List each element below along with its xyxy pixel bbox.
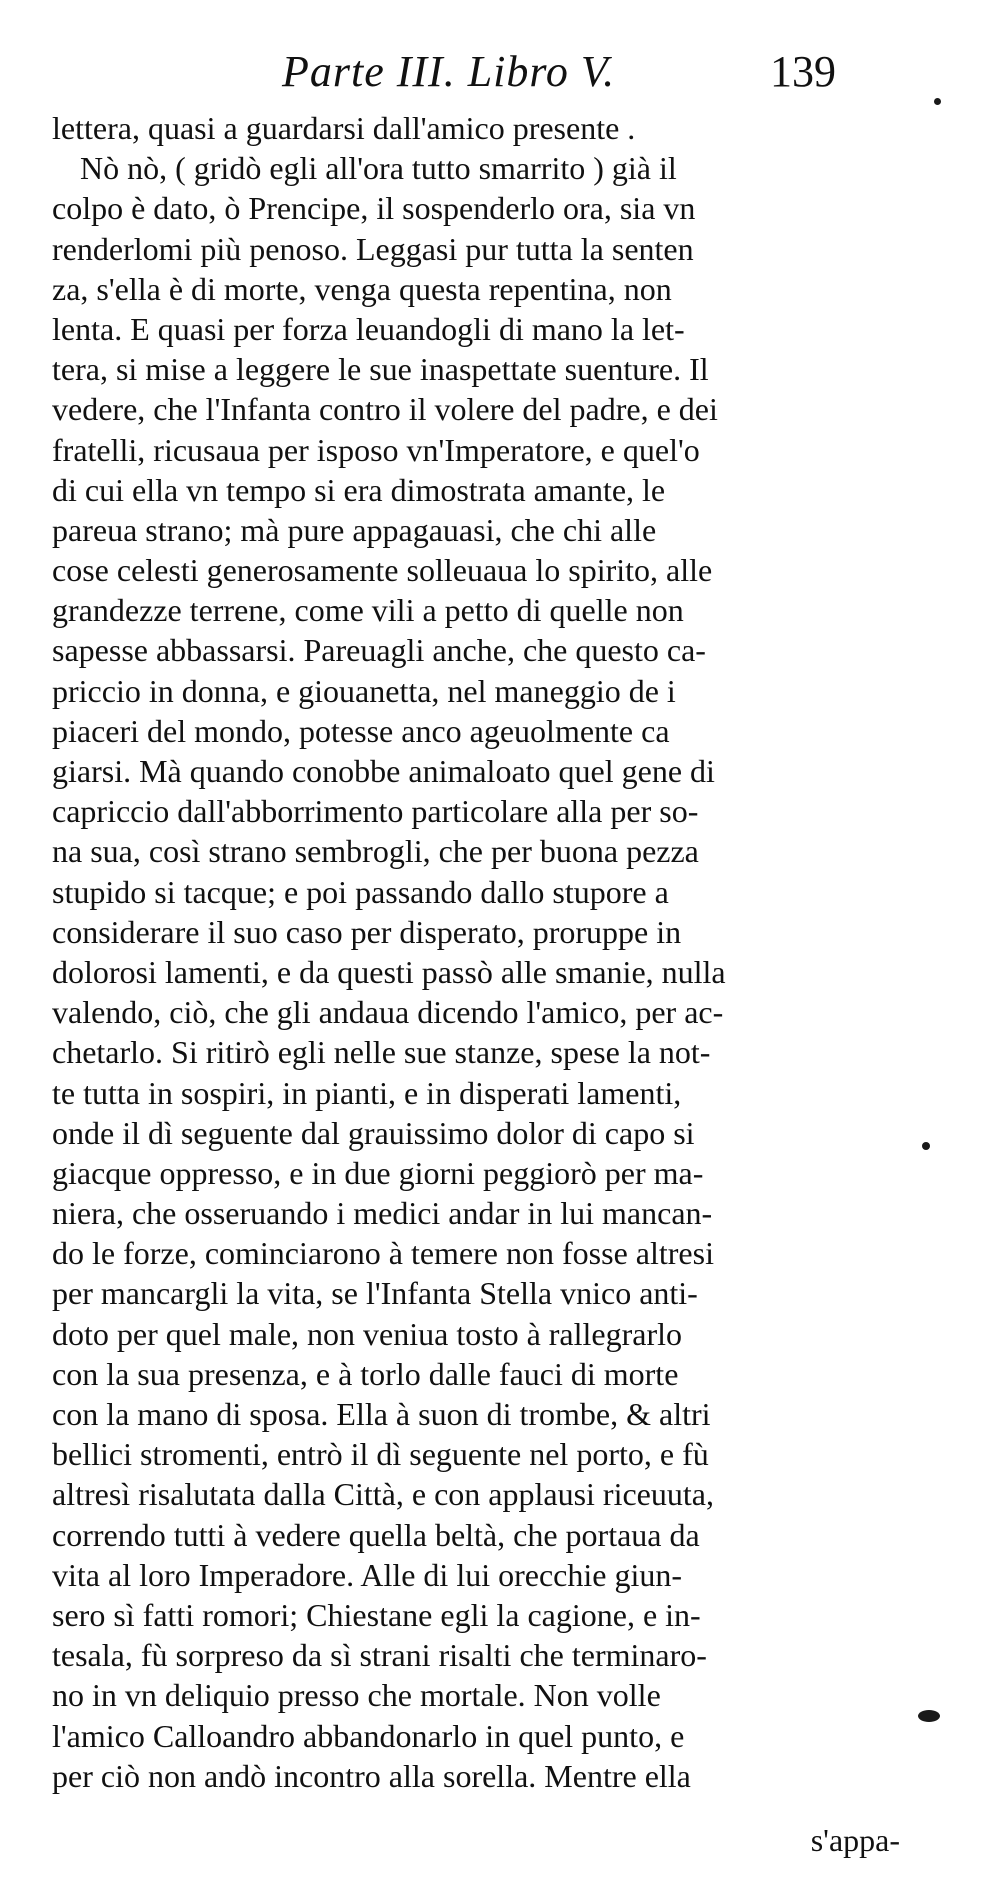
text-line: valendo, ciò, che gli andaua dicendo l'amico, per ac- xyxy=(52,994,724,1031)
text-line: chetarlo. Si ritirò egli nelle sue stanze, spese la not- xyxy=(52,1034,711,1071)
text-line: l'amico Calloandro abbandonarlo in quel punto, e xyxy=(52,1717,685,1754)
text-line: na sua, così strano sembrogli, che per buona pezza xyxy=(52,833,699,870)
text-line: capriccio dall'abborrimento particolare alla per so- xyxy=(52,793,699,830)
text-line: no in vn deliquio presso che mortale. Non volle xyxy=(52,1677,661,1714)
text-line: doto per quel male, non veniua tosto à rallegrarlo xyxy=(52,1315,683,1352)
text-line: lenta. E quasi per forza leuandogli di mano la let- xyxy=(52,310,685,347)
text-line: giarsi. Mà quando conobbe animaloato quel gene di xyxy=(52,753,715,789)
page-number: 139 xyxy=(770,47,836,96)
text-line: tera, si mise a leggere le sue inaspettate suenture. Il xyxy=(52,351,709,388)
text-line: con la sua presenza, e à torlo dalle fauci di morte xyxy=(52,1355,679,1392)
text-line: sero sì fatti romori; Chiestane egli la cagione, e in- xyxy=(52,1596,701,1633)
text-line: vita al loro Imperadore. Alle di lui orecchie giun- xyxy=(52,1556,682,1593)
text-line: bellici stromenti, entrò il dì seguente nel porto, e fù xyxy=(52,1436,709,1473)
text-line: con la mano di sposa. Ella à suon di trombe, & altri xyxy=(52,1396,711,1432)
text-line: fratelli, ricusaua per isposo vn'Imperatore, e quel'o xyxy=(52,431,700,468)
text-line: renderlomi più penoso. Leggasi pur tutta la senten xyxy=(52,230,694,267)
ink-speck xyxy=(934,98,941,105)
text-line: vedere, che l'Infanta contro il volere del padre, e dei xyxy=(52,391,718,428)
text-line: colpo è dato, ò Prencipe, il sospenderlo ora, sia vn xyxy=(52,190,696,227)
text-line: altresì risalutata dalla Città, e con applausi riceuuta, xyxy=(52,1476,714,1513)
text-line: cose celesti generosamente solleuaua lo spirito, alle xyxy=(52,552,713,589)
text-line: lettera, quasi a guardarsi dall'amico presente . xyxy=(52,110,636,146)
text-line: considerare il suo caso per disperato, proruppe in xyxy=(52,913,682,950)
text-line: correndo tutti à vedere quella beltà, che portaua da xyxy=(52,1516,700,1553)
ink-smudge xyxy=(918,1710,940,1722)
text-line: tesala, fù sorpreso da sì strani risalti che terminaro- xyxy=(52,1637,707,1674)
text-line: di cui ella vn tempo si era dimostrata amante, le xyxy=(52,471,666,508)
text-line: do le forze, cominciarono à temere non fosse altresi xyxy=(52,1235,714,1272)
text-line: pareua strano; mà pure appagauasi, che chi alle xyxy=(52,511,657,548)
text-line: per mancargli la vita, se l'Infanta Stella vnico anti- xyxy=(52,1275,698,1312)
text-line: dolorosi lamenti, e da questi passò alle smanie, nulla xyxy=(52,953,726,990)
text-line: onde il dì seguente dal grauissimo dolor di capo si xyxy=(52,1114,695,1151)
text-line: Nò nò, ( gridò egli all'ora tutto smarrito ) già il xyxy=(80,150,677,187)
running-title: Parte III. Libro V. xyxy=(282,47,616,96)
text-line: grandezze terrene, come vili a petto di quelle non xyxy=(52,592,684,629)
text-line: per ciò non andò incontro alla sorella. Mentre ella xyxy=(52,1757,691,1794)
body-text xyxy=(52,108,952,1796)
text-line: te tutta in sospiri, in pianti, e in disperati lamenti, xyxy=(52,1074,682,1111)
catchword: s'appa- xyxy=(810,1822,900,1858)
running-head xyxy=(270,46,910,106)
text-line: giacque oppresso, e in due giorni peggiorò per ma- xyxy=(52,1154,704,1191)
text-line: piaceri del mondo, potesse anco ageuolmente ca xyxy=(52,712,670,749)
text-line: priccio in donna, e giouanetta, nel maneggio de i xyxy=(52,672,676,709)
ink-speck xyxy=(922,1142,930,1150)
text-line: sapesse abbassarsi. Pareuagli anche, che questo ca- xyxy=(52,632,706,669)
text-line: stupido si tacque; e poi passando dallo stupore a xyxy=(52,873,669,910)
text-line: za, s'ella è di morte, venga questa repentina, non xyxy=(52,270,672,307)
text-line: niera, che osseruando i medici andar in lui mancan- xyxy=(52,1195,713,1232)
